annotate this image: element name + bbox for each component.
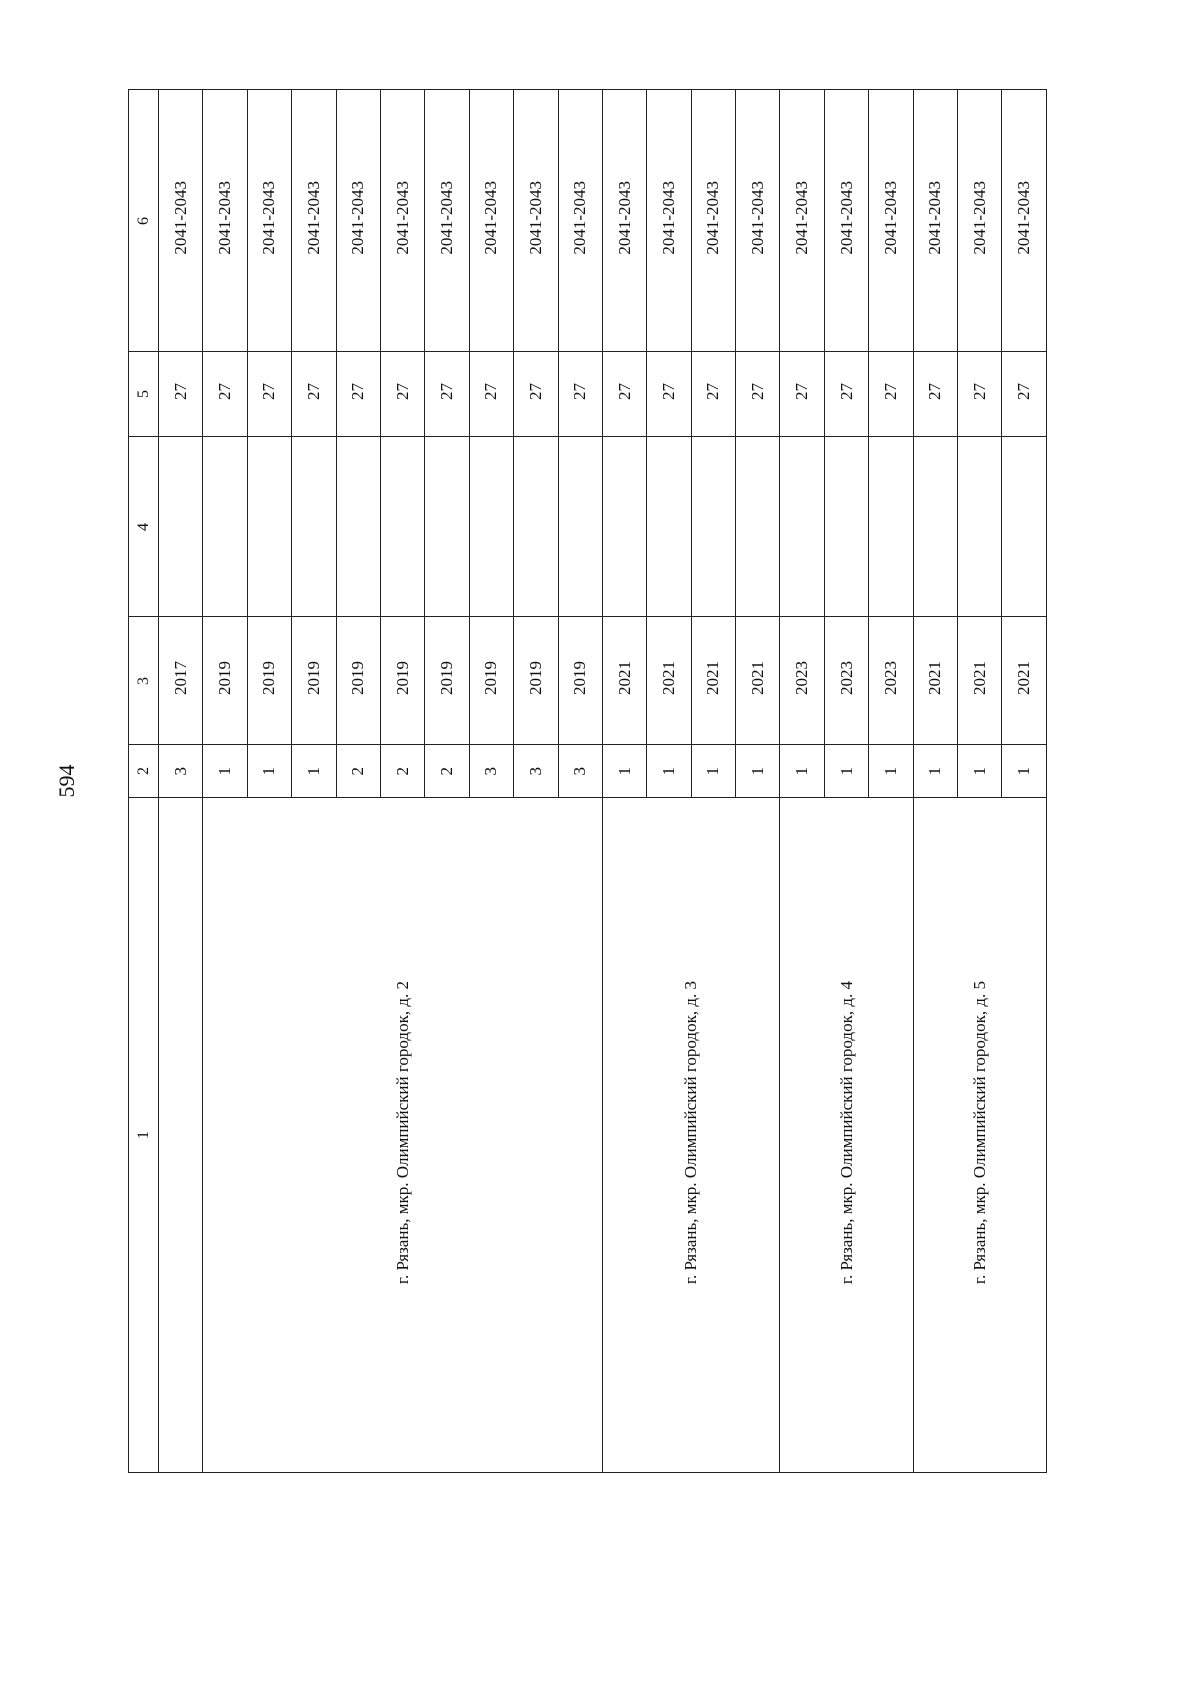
header-cell-5 [129, 352, 159, 437]
header-cell-3 [129, 617, 159, 745]
table-cell [958, 745, 1002, 798]
header-label: 1 [134, 1131, 152, 1139]
table-cell [780, 617, 824, 745]
header-cell-1 [129, 798, 159, 1473]
table-cell [514, 90, 558, 352]
header-label: 2 [134, 767, 152, 775]
table-cell [913, 617, 957, 745]
table-cell [780, 90, 824, 352]
cell-value: 2041-2043 [481, 181, 501, 255]
header-cell-6 [129, 90, 159, 352]
cell-value: 1 [925, 766, 945, 775]
cell-value: 2041-2043 [392, 181, 412, 255]
table-cell [780, 437, 824, 617]
cell-value: 2041-2043 [658, 181, 678, 255]
cell-value: 2041-2043 [880, 181, 900, 255]
table-cell [824, 437, 868, 617]
cell-value: 1 [303, 766, 323, 775]
table-cell [824, 352, 868, 437]
table-cell [1002, 745, 1046, 798]
table-cell [958, 90, 1002, 352]
cell-value: 27 [703, 383, 723, 400]
table-cell [780, 352, 824, 437]
cell-value: 1 [969, 766, 989, 775]
column-3-band [129, 617, 1047, 745]
table-cell [602, 617, 646, 745]
cell-value: 27 [880, 383, 900, 400]
table-cell [958, 437, 1002, 617]
cell-value: 2041-2043 [792, 181, 812, 255]
table-cell [913, 90, 957, 352]
table-cell [647, 437, 691, 617]
cell-value: 2019 [481, 661, 501, 695]
cell-value: 27 [348, 383, 368, 400]
address-cell [203, 798, 603, 1473]
cell-value: 1 [259, 766, 279, 775]
cell-value: 1 [747, 766, 767, 775]
table-cell [558, 352, 602, 437]
address-label: г. Рязань, мкр. Олимпийский городок, д. 4 [836, 980, 856, 1285]
cell-value: 27 [925, 383, 945, 400]
cell-value: 2 [348, 766, 368, 775]
address-label: г. Рязань, мкр. Олимпийский городок, д. 2 [392, 980, 412, 1285]
table-cell [647, 617, 691, 745]
table-cell [1002, 617, 1046, 745]
cell-value: 2021 [658, 661, 678, 695]
table-cell [913, 745, 957, 798]
column-6-band [129, 90, 1047, 352]
cell-value: 2041-2043 [303, 181, 323, 255]
cell-value: 2021 [747, 661, 767, 695]
cell-value: 2041-2043 [747, 181, 767, 255]
table-cell [336, 437, 380, 617]
table-cell [292, 617, 336, 745]
cell-value: 2023 [880, 661, 900, 695]
cell-value: 27 [747, 383, 767, 400]
table-cell [159, 437, 203, 617]
table-cell [159, 745, 203, 798]
table-cell [691, 90, 735, 352]
table-cell [780, 745, 824, 798]
cell-value: 2 [437, 766, 457, 775]
table-cell [1002, 437, 1046, 617]
table-cell [736, 352, 780, 437]
table-cell [469, 437, 513, 617]
cell-value: 2019 [259, 661, 279, 695]
table-cell [958, 617, 1002, 745]
address-cell [602, 798, 780, 1473]
table-cell [203, 745, 247, 798]
table-cell [558, 437, 602, 617]
table-cell [203, 437, 247, 617]
table-cell [602, 437, 646, 617]
table-cell [469, 617, 513, 745]
header-label: 6 [134, 216, 152, 225]
table-cell [514, 617, 558, 745]
table-cell [1002, 90, 1046, 352]
table-cell [469, 90, 513, 352]
header-label: 4 [134, 522, 152, 531]
table-cell [602, 745, 646, 798]
cell-value: 2023 [836, 661, 856, 695]
table-cell [336, 745, 380, 798]
cell-value: 27 [570, 383, 590, 400]
address-cell [913, 798, 1046, 1473]
cell-value: 27 [1014, 383, 1034, 400]
cell-value: 1 [836, 766, 856, 775]
header-label: 3 [134, 676, 152, 685]
table-cell [736, 437, 780, 617]
cell-value: 27 [215, 383, 235, 400]
table-cell [292, 437, 336, 617]
cell-value: 1 [215, 766, 235, 775]
table-cell [425, 745, 469, 798]
cell-value: 27 [836, 383, 856, 400]
table-cell [1002, 352, 1046, 437]
column-2-band [129, 745, 1047, 798]
table-cell [736, 745, 780, 798]
table-cell [824, 617, 868, 745]
table-cell [380, 437, 424, 617]
cell-value: 2019 [215, 661, 235, 695]
cell-value: 27 [614, 383, 634, 400]
table-cell [247, 90, 291, 352]
address-cell [780, 798, 913, 1473]
header-cell-2 [129, 745, 159, 798]
table-cell [425, 352, 469, 437]
table-cell [203, 617, 247, 745]
cell-value: 2019 [437, 661, 457, 695]
cell-value: 2021 [969, 661, 989, 695]
table-cell [203, 90, 247, 352]
table-cell [292, 90, 336, 352]
table-cell [247, 352, 291, 437]
cell-value: 2041-2043 [259, 181, 279, 255]
column-4-band [129, 437, 1047, 617]
table-cell [869, 352, 913, 437]
cell-value: 2041-2043 [969, 181, 989, 255]
cell-value: 2041-2043 [1014, 181, 1034, 255]
cell-value: 2041-2043 [215, 181, 235, 255]
table-cell [336, 352, 380, 437]
table-cell [558, 617, 602, 745]
schedule-table [128, 89, 1047, 1473]
table-cell [247, 437, 291, 617]
table-cell [514, 745, 558, 798]
page-number: 594 [54, 764, 79, 798]
table-cell [425, 437, 469, 617]
table-cell [514, 352, 558, 437]
cell-value: 27 [259, 383, 279, 400]
cell-value: 2021 [1014, 661, 1034, 695]
table-cell [869, 90, 913, 352]
table-cell [691, 352, 735, 437]
cell-value: 2041-2043 [925, 181, 945, 255]
cell-value: 2041-2043 [525, 181, 545, 255]
table-cell [380, 617, 424, 745]
cell-value: 27 [525, 383, 545, 400]
table-cell [869, 745, 913, 798]
table-cell [469, 745, 513, 798]
cell-value: 27 [303, 383, 323, 400]
cell-value: 2021 [614, 661, 634, 695]
table-cell [159, 617, 203, 745]
cell-value: 1 [658, 766, 678, 775]
cell-value: 1 [1014, 766, 1034, 775]
table-cell [380, 745, 424, 798]
cell-value: 3 [525, 766, 545, 775]
header-label: 5 [134, 390, 152, 398]
cell-value: 2041-2043 [170, 181, 190, 255]
table-cell [425, 617, 469, 745]
table-cell [425, 90, 469, 352]
table-cell [380, 90, 424, 352]
table-cell [869, 437, 913, 617]
cell-value: 2019 [303, 661, 323, 695]
cell-value: 3 [481, 766, 501, 775]
table-cell [159, 90, 203, 352]
cell-value: 2019 [348, 661, 368, 695]
cell-value: 1 [880, 766, 900, 775]
table-cell [514, 437, 558, 617]
table-cell [647, 352, 691, 437]
table-cell [247, 617, 291, 745]
cell-value: 27 [392, 383, 412, 400]
table-cell [558, 90, 602, 352]
table-cell [380, 352, 424, 437]
cell-value: 2019 [525, 661, 545, 695]
table-cell [336, 90, 380, 352]
cell-value: 2023 [792, 661, 812, 695]
table-cell [913, 352, 957, 437]
cell-value: 1 [703, 766, 723, 775]
table-cell [824, 745, 868, 798]
table-cell [736, 617, 780, 745]
cell-value: 27 [969, 383, 989, 400]
table-cell [691, 437, 735, 617]
table-cell [958, 352, 1002, 437]
table-cell [602, 352, 646, 437]
cell-value: 27 [792, 383, 812, 400]
cell-value: 1 [792, 766, 812, 775]
address-cell [159, 798, 203, 1473]
table-cell [469, 352, 513, 437]
cell-value: 2041-2043 [570, 181, 590, 255]
cell-value: 2 [392, 766, 412, 775]
cell-value: 2019 [392, 661, 412, 695]
cell-value: 27 [437, 383, 457, 400]
cell-value: 2041-2043 [437, 181, 457, 255]
cell-value: 3 [170, 766, 190, 775]
table-cell [558, 745, 602, 798]
cell-value: 27 [481, 383, 501, 400]
cell-value: 2017 [170, 661, 190, 695]
column-1-band [129, 798, 1047, 1473]
cell-value: 2021 [703, 661, 723, 695]
header-cell-4 [129, 437, 159, 617]
table-cell [824, 90, 868, 352]
table-cell [336, 617, 380, 745]
table-cell [292, 352, 336, 437]
table-cell [736, 90, 780, 352]
address-label: г. Рязань, мкр. Олимпийский городок, д. 3 [681, 980, 701, 1285]
table-cell [913, 437, 957, 617]
table-cell [247, 745, 291, 798]
cell-value: 2041-2043 [614, 181, 634, 255]
cell-value: 2021 [925, 661, 945, 695]
cell-value: 1 [614, 766, 634, 775]
table-cell [691, 617, 735, 745]
address-label: г. Рязань, мкр. Олимпийский городок, д. 5 [969, 980, 989, 1285]
cell-value: 2041-2043 [703, 181, 723, 255]
table-cell [647, 90, 691, 352]
table-cell [869, 617, 913, 745]
table-cell [602, 90, 646, 352]
table-cell [647, 745, 691, 798]
cell-value: 2041-2043 [348, 181, 368, 255]
column-5-band [129, 352, 1047, 437]
cell-value: 2019 [570, 661, 590, 695]
table-cell [691, 745, 735, 798]
table-cell [203, 352, 247, 437]
cell-value: 27 [170, 383, 190, 400]
table-cell [292, 745, 336, 798]
cell-value: 2041-2043 [836, 181, 856, 255]
table-cell [159, 352, 203, 437]
cell-value: 27 [658, 383, 678, 400]
cell-value: 3 [570, 766, 590, 775]
